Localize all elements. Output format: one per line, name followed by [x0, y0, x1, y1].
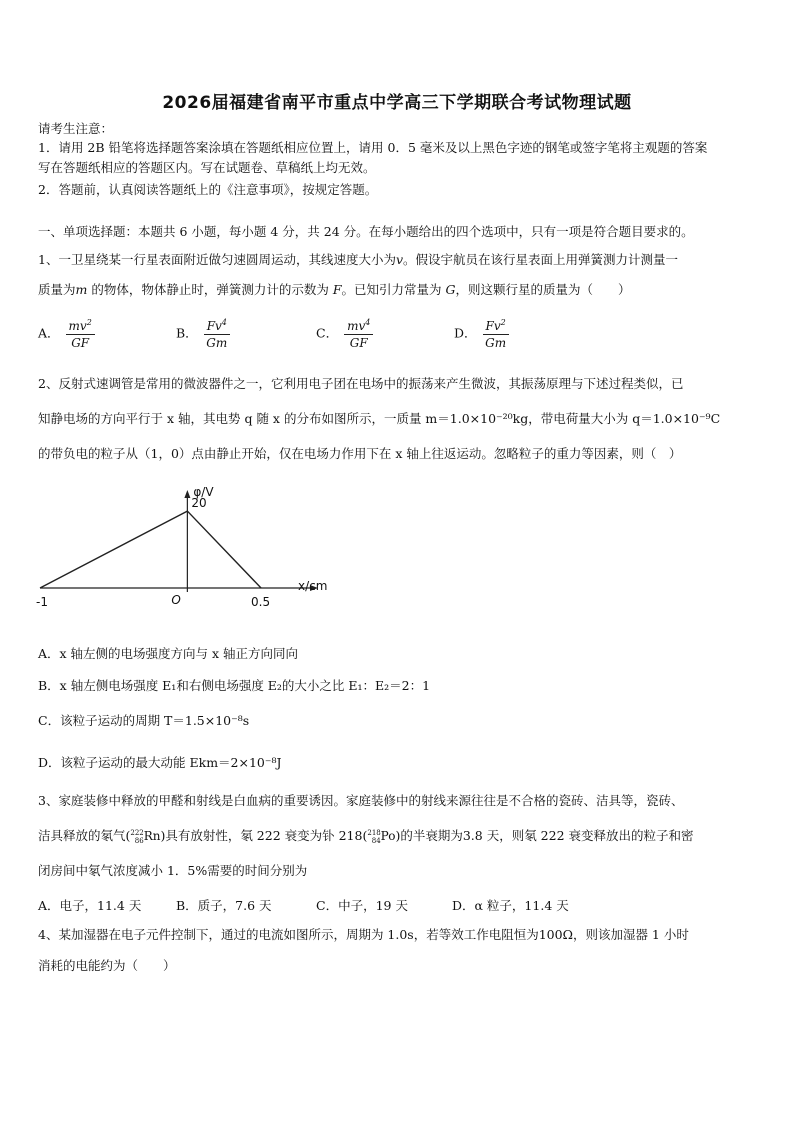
numerator: mv — [68, 319, 87, 333]
q2-line-3: 的带负电的粒子从（1，0）点由静止开始，仅在电场力作用下在 x 轴上往返运动。忽略粒子的重力等因素，则（ ） — [38, 446, 682, 461]
denominator: GF — [71, 336, 90, 350]
exponent: 4 — [221, 318, 227, 327]
q1-var-G: G — [445, 282, 456, 297]
option-label: A． — [38, 325, 60, 341]
origin-label: O — [171, 593, 181, 607]
q3-option-b: B．质子，7.6 天 — [176, 898, 272, 913]
q2-option-a: A．x 轴左侧的电场强度方向与 x 轴正方向同向 — [38, 646, 299, 661]
notice-item-1a: 1．请用 2B 铅笔将选择题答案涂填在答题纸相应位置上，请用 0．5 毫米及以上黑色字迹的钢笔或签字笔将主观题的答案 — [38, 140, 708, 155]
numerator: mv — [347, 319, 366, 333]
denominator: GF — [349, 336, 368, 350]
q3-text: 洁具释放的氡气( — [38, 828, 131, 843]
q3-line-2 — [38, 828, 760, 846]
q1-option-a — [38, 318, 95, 350]
q1-text: ，则这颗行星的质量为（ ） — [455, 282, 631, 297]
exponent: 2 — [500, 318, 506, 327]
q1-text: 。已知引力常量为 — [341, 282, 446, 297]
notice-item-2: 2．答题前，认真阅读答题纸上的《注意事项》，按规定答题。 — [38, 182, 378, 197]
potential-chart — [30, 478, 340, 618]
numerator: Fv — [485, 319, 501, 333]
atomic-number: 86 — [134, 837, 144, 845]
q1-var-m: m — [75, 282, 88, 297]
q3-option-d: D．α 粒子，11.4 天 — [452, 898, 569, 913]
q3-text: )的半衰期为3.8 天，则氡 222 衰变释放出的粒子和密 — [395, 828, 694, 843]
q3-option-c: C．中子，19 天 — [316, 898, 408, 913]
q4-line-1: 4、某加湿器在电子元件控制下，通过的电流如图所示，周期为 1.0s，若等效工作电阻恒为100Ω，则该加湿器 1 小时 — [38, 927, 689, 942]
fraction — [66, 318, 95, 350]
y-peak-label: 20 — [191, 496, 207, 511]
q1-text: 1、一卫星绕某一行星表面附近做匀速圆周运动，其线速度大小为 — [38, 252, 396, 267]
x-tick-label-left: -1 — [36, 595, 48, 609]
exponent: 4 — [365, 318, 371, 327]
q1-line-2 — [38, 282, 760, 298]
element-symbol: Rn — [143, 829, 161, 843]
q2-option-d: D．该粒子运动的最大动能 Ekm＝2×10⁻⁸J — [38, 755, 282, 770]
numerator: Fv — [206, 319, 222, 333]
q1-var-v: v — [395, 252, 404, 267]
q3-line-3: 闭房间中氡气浓度减小 1．5%需要的时间分别为 — [38, 863, 308, 878]
q1-text: 。假设宇航员在该行星表面上用弹簧测力计测量一 — [403, 252, 679, 267]
q1-option-d — [454, 318, 509, 350]
fraction — [344, 318, 373, 350]
denominator: Gm — [485, 336, 507, 350]
x-tick-label-right: 0.5 — [251, 595, 271, 609]
y-axis-label: φ/V — [193, 485, 214, 499]
fraction — [204, 318, 230, 350]
q1-line-1 — [38, 252, 760, 268]
element-symbol: Po — [380, 829, 396, 843]
section-heading: 一、单项选择题：本题共 6 小题，每小题 4 分，共 24 分。在每小题给出的四个选项中，只有一项是符合题目要求的。 — [38, 224, 694, 239]
q1-option-b — [176, 318, 230, 350]
q2-line-1: 2、反射式速调管是常用的微波器件之一，它利用电子团在电场中的振荡来产生微波，其振荡原理与下述过程类似，已 — [38, 376, 684, 391]
q3-option-a: A．电子，11.4 天 — [38, 898, 142, 913]
x-axis-label: x/cm — [298, 579, 328, 593]
polonium-isotope — [367, 828, 395, 846]
y-axis-arrow — [184, 490, 190, 498]
mass-number: 222 — [130, 829, 144, 837]
notice-heading: 请考生注意： — [38, 121, 114, 136]
denominator: Gm — [206, 336, 228, 350]
fraction — [483, 318, 509, 350]
exponent: 2 — [86, 318, 92, 327]
option-label: D． — [454, 325, 477, 341]
q1-text: 的物体，物体静止时，弹簧测力计的示数为 — [87, 282, 333, 297]
notice-item-1b: 写在答题纸相应的答题区内。写在试题卷、草稿纸上均无效。 — [38, 160, 376, 175]
page-title: 2026届福建省南平市重点中学高三下学期联合考试物理试题 — [162, 93, 632, 113]
option-label: C． — [316, 325, 339, 341]
potential-series-line — [40, 511, 261, 588]
q1-option-c — [316, 318, 373, 350]
q2-option-c: C．该粒子运动的周期 T＝1.5×10⁻⁸s — [38, 713, 250, 728]
q1-var-F: F — [332, 282, 342, 297]
option-label: B． — [176, 325, 198, 341]
q1-text: 质量为 — [38, 282, 76, 297]
q3-text: )具有放射性，氡 222 衰变为钋 218( — [160, 828, 368, 843]
q4-line-2: 消耗的电能约为（ ） — [38, 958, 176, 973]
radon-isotope — [130, 828, 160, 846]
mass-number: 218 — [367, 829, 381, 837]
atomic-number: 84 — [371, 837, 381, 845]
q2-line-2: 知静电场的方向平行于 x 轴，其电势 q 随 x 的分布如图所示，一质量 m＝1.0×10⁻²⁰kg，带电荷量大小为 q＝1.0×10⁻⁹C — [38, 411, 721, 426]
q2-option-b: B．x 轴左侧电场强度 E₁和右侧电场强度 E₂的大小之比 E₁：E₂＝2：1 — [38, 678, 431, 693]
q3-line-1: 3、家庭装修中释放的甲醛和射线是白血病的重要诱因。家庭装修中的射线来源往往是不合格的瓷砖、洁具等，瓷砖、 — [38, 793, 684, 808]
